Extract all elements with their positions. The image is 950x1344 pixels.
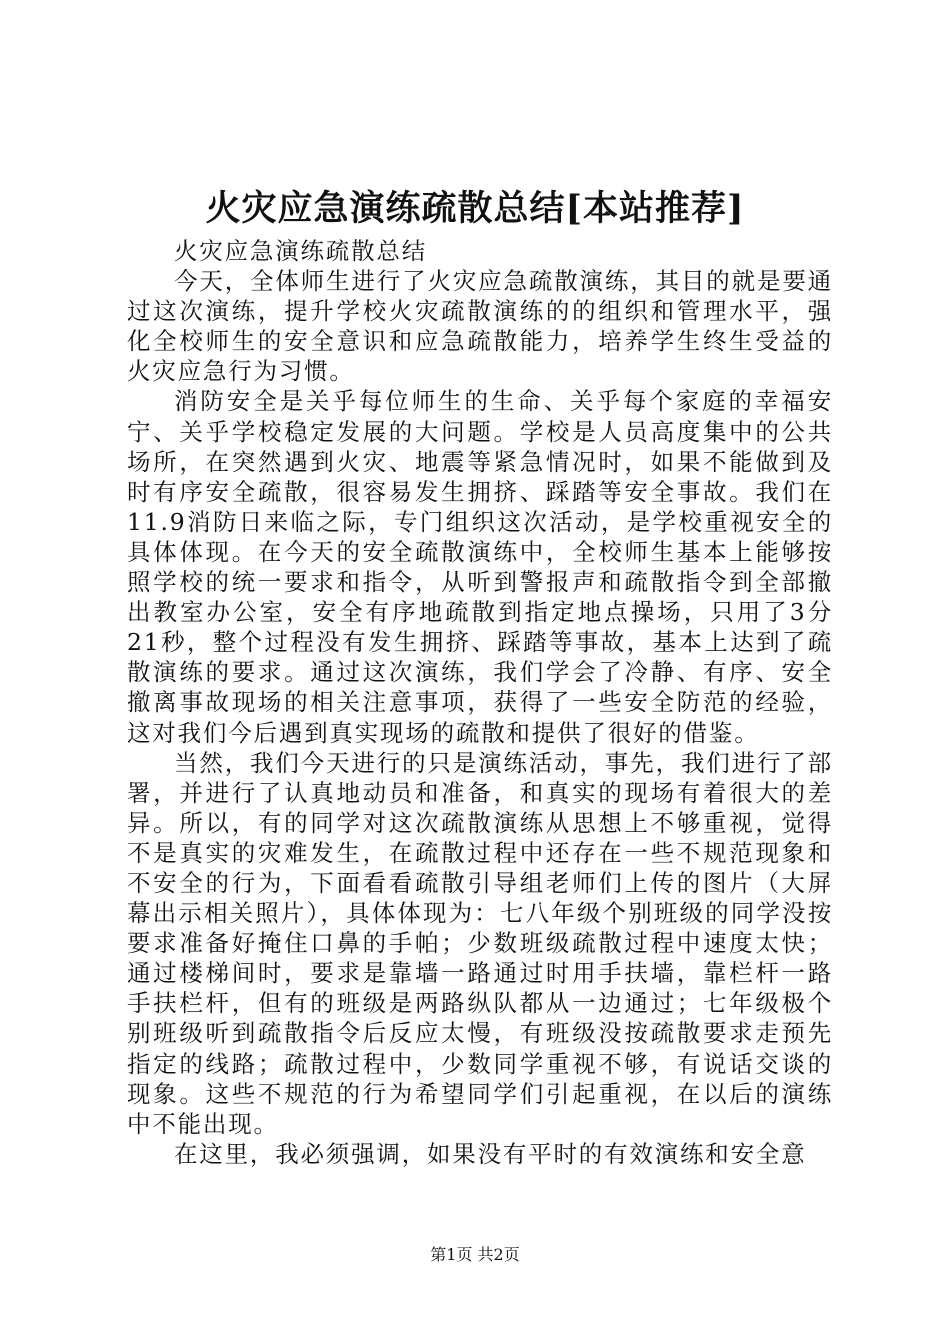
paragraph-subtitle: 火灾应急演练疏散总结 xyxy=(174,237,427,265)
paragraph-issues: 当然，我们今天进行的只是演练活动，事先，我们进行了部署，并进行了认真地动员和准备，和真实的现场有着很大的差异。所以，有的同学对这次疏散演练从思想上不够重视，觉得不是真实的灾难发生，在疏散过程中还存在一些不规范现象和不安全的行为，下面看看疏散引导组老师们上传的图片（大屏幕出示相关照片），具体体现为：七八年级个别班级的同学没按要求准备好掩住口鼻的手帕；少数班级疏散过程中速度太快；通过楼梯间时，要求是靠墙一路通过时用手扶墙，靠栏杆一路手扶栏杆，但有的班级是两路纵队都从一边通过；七年级极个别班级听到疏散指令后反应太慢，有班级没按疏散要求走预先指定的线路；疏散过程中，少数同学重视不够，有说话交谈的现象。这些不规范的行为希望同学们引起重视，在以后的演练中不能出现。 xyxy=(127,748,833,1138)
document-body xyxy=(127,236,833,1169)
paragraph-emphasis: 在这里，我必须强调，如果没有平时的有效演练和安全意 xyxy=(174,1139,807,1168)
paragraph-safety: 消防安全是关乎每位师生的生命、关乎每个家庭的幸福安宁、关乎学校稳定发展的大问题。学校是人员高度集中的公共场所，在突然遇到火灾、地震等紧急情况时，如果不能做到及时有序安全疏散，很容易发生拥挤、踩踏等安全事故。我们在11.9消防日来临之际，专门组织这次活动，是学校重视安全的具体体现。在今天的安全疏散演练中，全校师生基本上能够按照学校的统一要求和指令，从听到警报声和疏散指令到全部撤出教室办公室，安全有序地疏散到指定地点操场，只用了3分21秒，整个过程没有发生拥挤、踩踏等事故，基本上达到了疏散演练的要求。通过这次演练，我们学会了冷静、有序、安全撤离事故现场的相关注意事项，获得了一些安全防范的经验，这对我们今后遇到真实现场的疏散和提供了很好的借鉴。 xyxy=(127,387,833,747)
page-footer: 第1页 共2页 xyxy=(430,1245,520,1264)
document-title: 火灾应急演练疏散总结[本站推荐] xyxy=(205,188,745,229)
paragraph-intro: 今天，全体师生进行了火灾应急疏散演练，其目的就是要通过这次演练，提升学校火灾疏散演练的的组织和管理水平，强化全校师生的安全意识和应急疏散能力，培养学生终生受益的火灾应急行为习惯。 xyxy=(127,267,833,386)
